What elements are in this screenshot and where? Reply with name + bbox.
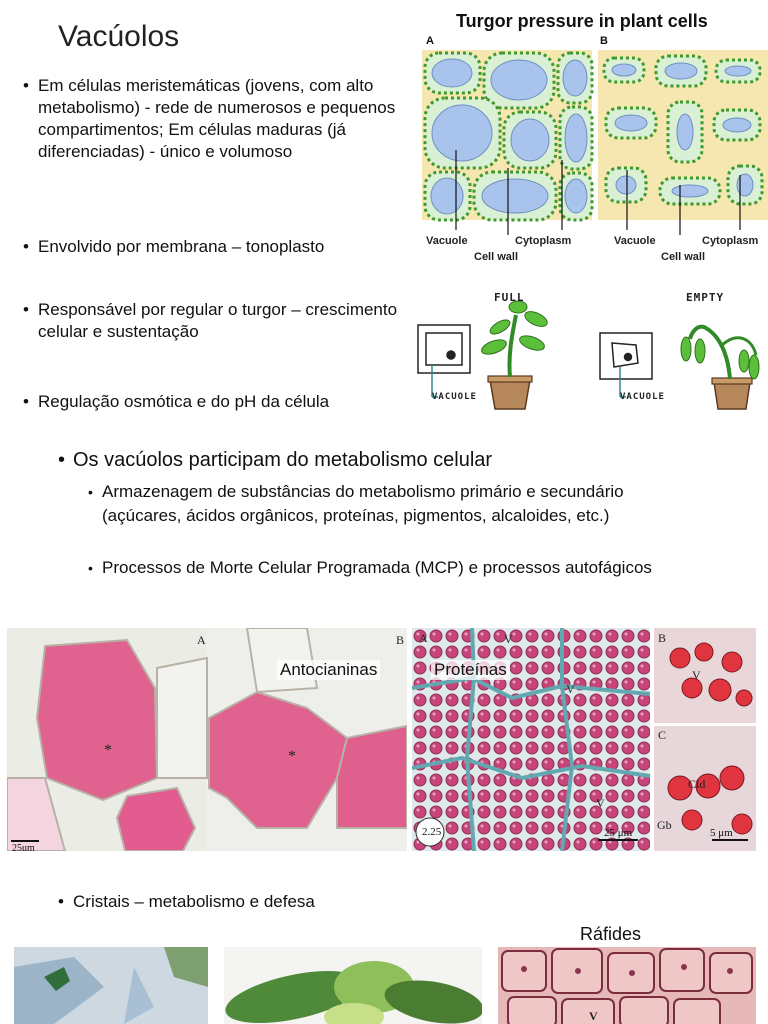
bullet-dot: • [88, 484, 93, 500]
protein-gb-label: Gb [657, 818, 672, 832]
proteinas-label: Proteínas [431, 660, 510, 680]
bullet-text: Envolvido por membrana – tonoplasto [38, 237, 325, 256]
bullet-meristematic [23, 75, 408, 163]
bullet-dot: • [23, 392, 29, 411]
label-cellwall-b: Cell wall [661, 251, 706, 263]
raphides-v-label: V [589, 1009, 598, 1023]
micro-panel-b-letter: B [396, 633, 405, 647]
protein-panel-c-letter: C [658, 728, 667, 742]
full-label: FULL [494, 291, 525, 304]
turgor-diagram [422, 50, 768, 235]
full-cell [418, 325, 470, 397]
page-title: Vacúolos [58, 20, 180, 53]
full-plant [480, 301, 550, 409]
turgor-panel-a-letter: A [426, 35, 434, 47]
empty-cell [600, 333, 652, 397]
bullet-osmotic [23, 391, 408, 413]
bullet-dot: • [23, 300, 29, 319]
asterisk-b: * [288, 748, 296, 765]
protein-panel-b-letter: B [658, 631, 667, 645]
bullet-dot: • [23, 237, 29, 256]
dieffenbachia-photo [224, 947, 482, 1024]
protein-v-label-b: V [692, 668, 701, 682]
bullet-text: Em células meristemáticas (jovens, com alto metabolismo) - rede de numerosos e pequenos compartimentos; Em células maduras (já diferenciadas) - único e volumoso [38, 76, 396, 161]
bullet-dot: • [58, 892, 64, 911]
protein-panel-a-letter: A [419, 631, 428, 645]
anthocyanin-panel-a [7, 628, 207, 851]
subbullet-text: Processos de Morte Celular Programada (MCP) e processos autofágicos [102, 558, 652, 577]
empty-label: EMPTY [686, 291, 725, 304]
crystal-micrograph [14, 947, 208, 1024]
label-cytoplasm-b: Cytoplasm [702, 235, 759, 247]
asterisk-a: * [104, 742, 112, 759]
subbullet-storage [88, 480, 702, 528]
protein-v-label-bottom: V [596, 796, 605, 810]
vacuole-label-empty: VACUOLE [620, 392, 665, 402]
raphides-micrograph [498, 947, 756, 1024]
section-metabolism-text: Os vacúolos participam do metabolismo celular [73, 449, 493, 471]
scale-bar-25um: 25um [12, 843, 35, 854]
subbullet-pcd [88, 556, 702, 580]
label-vacuole-b: Vacuole [614, 235, 656, 247]
empty-plant [681, 327, 759, 409]
bullet-dot: • [23, 76, 29, 95]
protein-cld-label: Cld [688, 777, 706, 791]
label-cytoplasm-a: Cytoplasm [515, 235, 572, 247]
bullet-dot: • [58, 449, 66, 471]
bullet-text: Responsável por regular o turgor – crescimento celular e sustentação [38, 300, 398, 341]
turgor-panel-a [422, 50, 592, 220]
protein-v-label-mid: V [566, 682, 575, 696]
rafides-label: Ráfides [580, 924, 642, 944]
bullet-text: Regulação osmótica e do pH da célula [38, 392, 330, 411]
label-vacuole-a: Vacuole [426, 235, 468, 247]
turgor-panel-b [598, 50, 768, 220]
scale-bar-5um: 5 μm [710, 827, 733, 839]
vacuole-label-full: VACUOLE [432, 392, 477, 402]
bullet-dot: • [88, 560, 93, 576]
turgor-figure-title: Turgor pressure in plant cells [456, 11, 708, 31]
section-crystals-heading [58, 892, 315, 912]
bullet-tonoplast [23, 236, 408, 258]
section-metabolism-heading [58, 447, 753, 473]
antocianinas-label: Antocianinas [277, 660, 380, 680]
subbullet-text: Armazenagem de substâncias do metabolismo primário e secundário (açúcares, ácidos orgânicos, proteínas, pigmentos, alcaloides, etc.) [102, 482, 624, 525]
figure-number: 2.25 [422, 826, 442, 838]
micro-panel-a-letter: A [197, 633, 206, 647]
bullet-turgor [23, 299, 408, 343]
protein-v-label-top: V [504, 632, 513, 646]
scale-bar-25um-b: 25 μm [604, 827, 633, 839]
turgor-panel-b-letter: B [600, 35, 608, 47]
label-cellwall-a: Cell wall [474, 251, 519, 263]
section-crystals-text: Cristais – metabolismo e defesa [73, 892, 315, 911]
